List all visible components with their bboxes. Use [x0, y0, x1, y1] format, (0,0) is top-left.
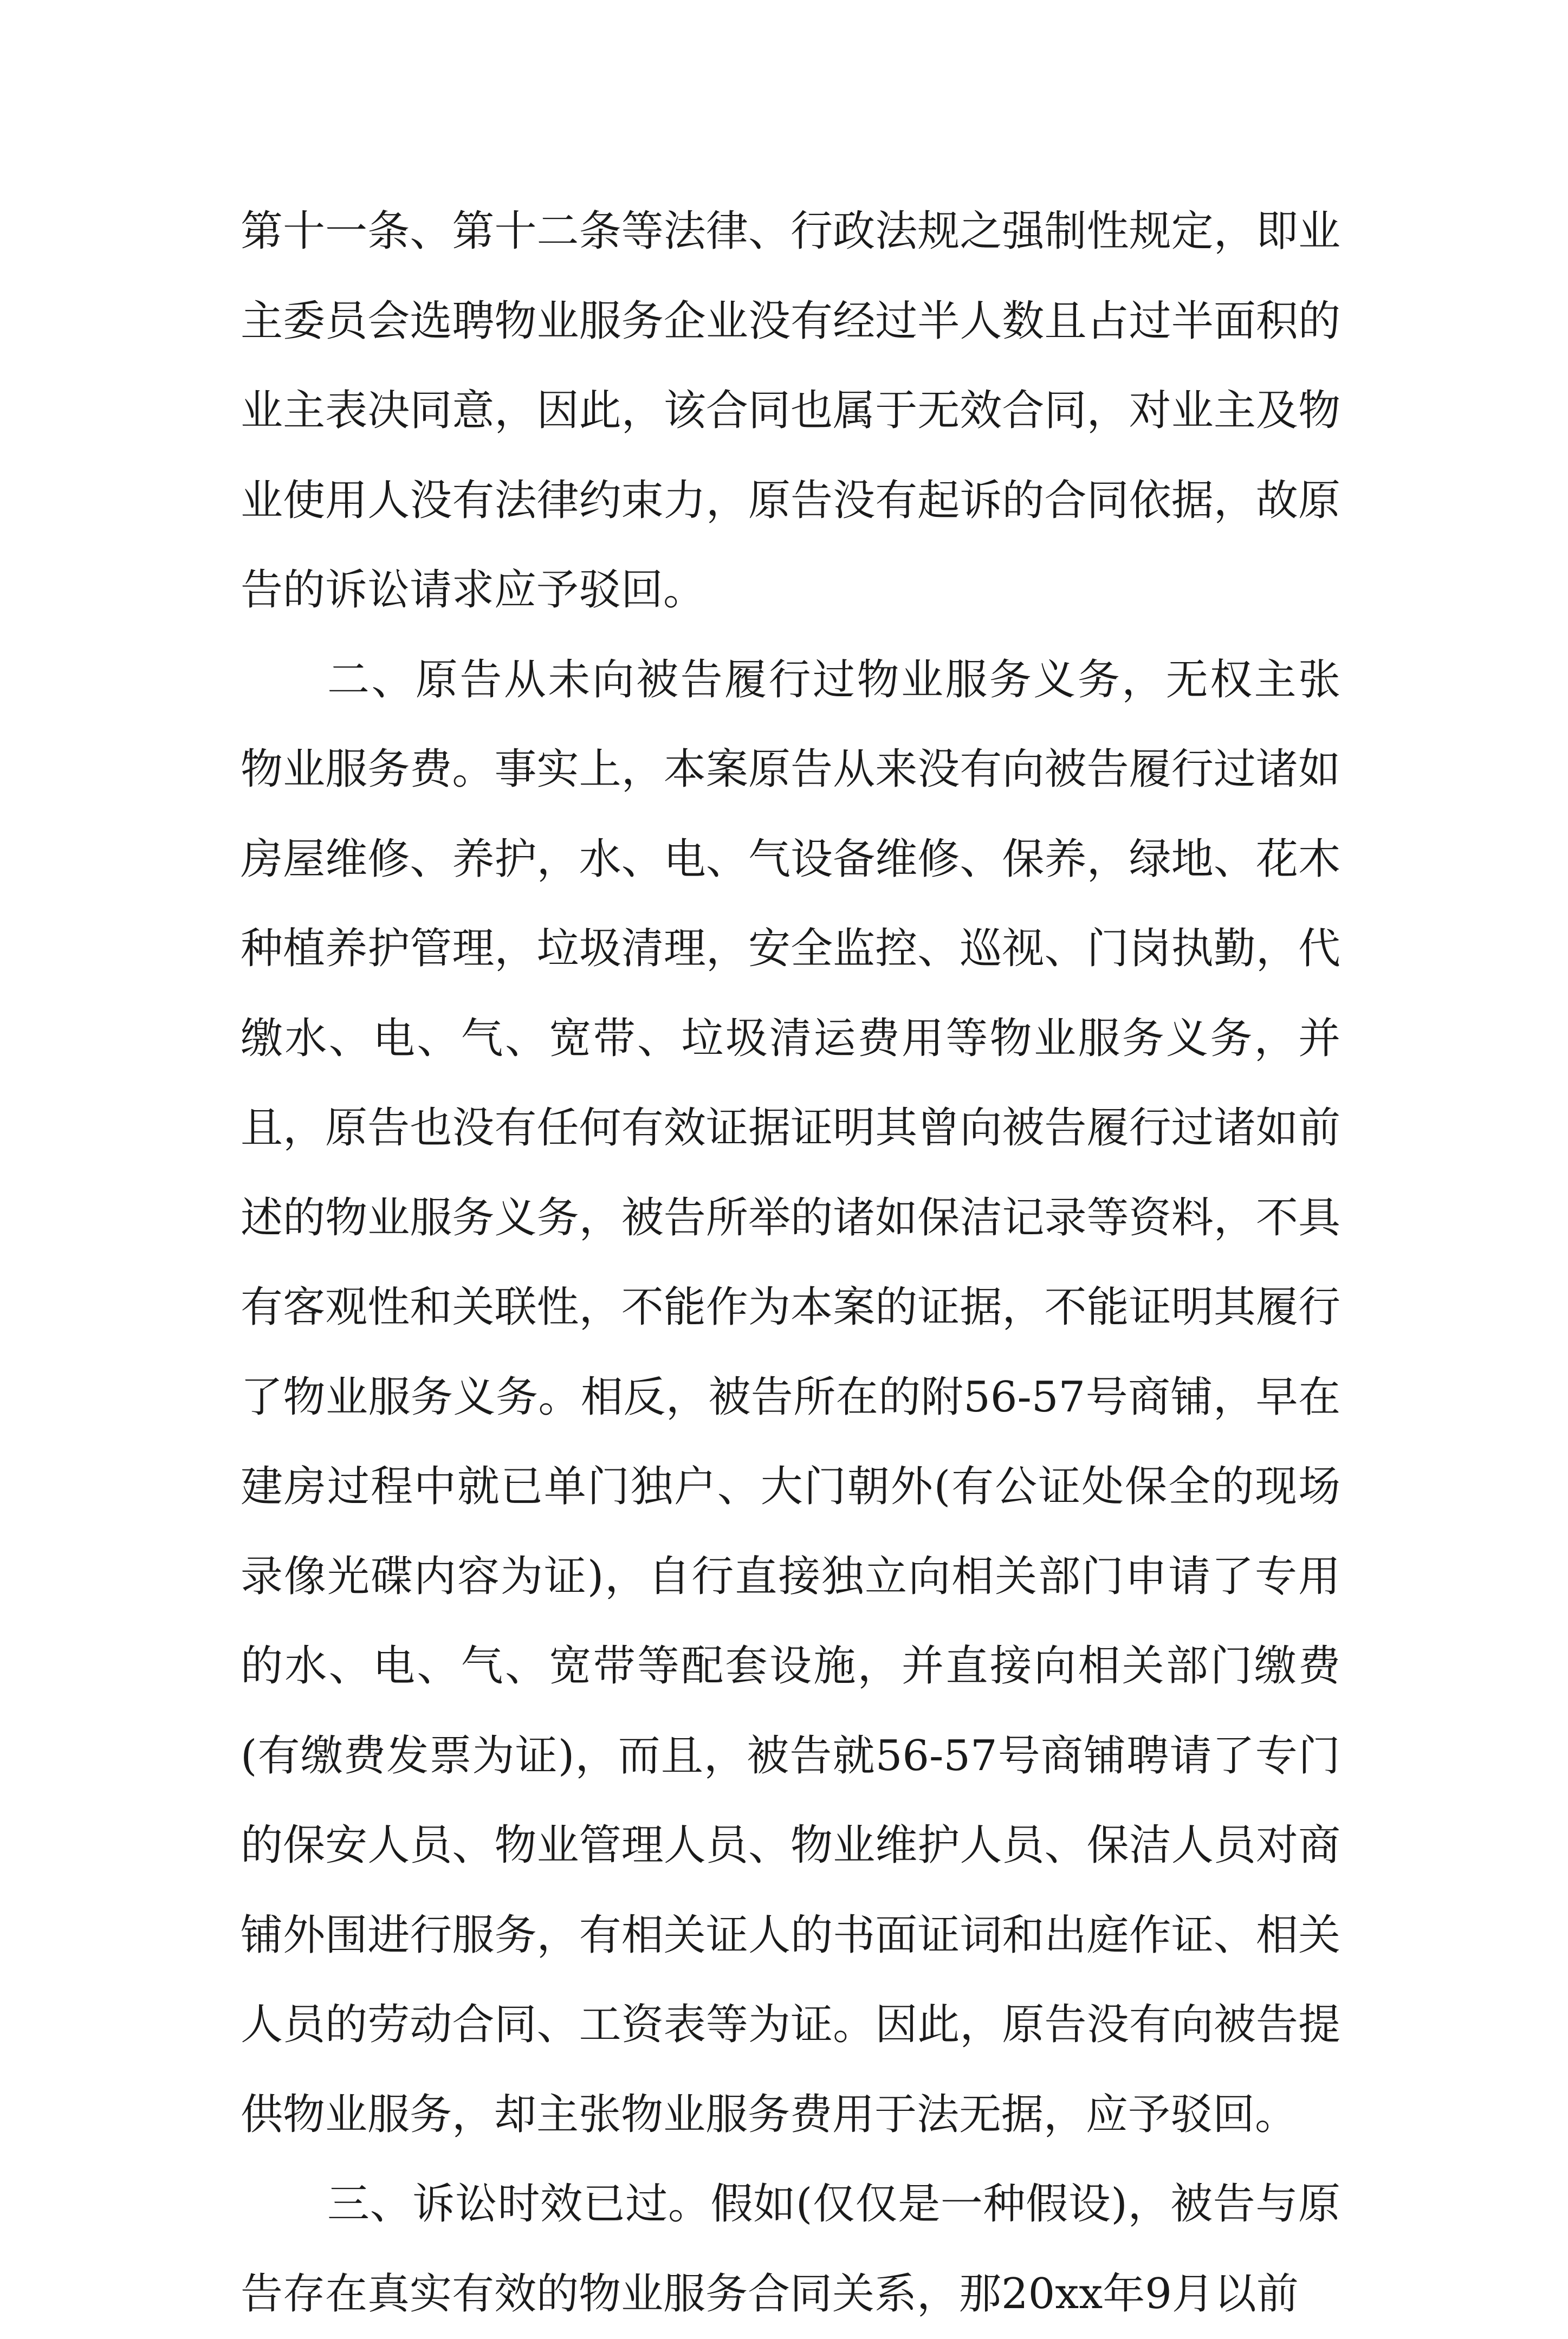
- paragraph-1: 第十一条、第十二条等法律、行政法规之强制性规定，即业主委员会选聘物业服务企业没有经过半人数且占过半面积的业主表决同意，因此，该合同也属于无效合同，对业主及物业使用人没有法律约束力，原告没有起诉的合同依据，故原告的诉讼请求应予驳回。: [241, 207, 1340, 614]
- document-body: [241, 187, 1340, 2339]
- paragraph-2: 二、原告从未向被告履行过物业服务义务，无权主张物业服务费。事实上，本案原告从来没有向被告履行过诸如房屋维修、养护，水、电、气设备维修、保养，绿地、花木种植养护管理，垃圾清理，安全监控、巡视、门岗执勤，代缴水、电、气、宽带、垃圾清运费用等物业服务义务，并且，原告也没有任何有效证据证明其曾向被告履行过诸如前述的物业服务义务，被告所举的诸如保洁记录等资料，不具有客观性和关联性，不能作为本案的证据，不能证明其履行了物业服务义务。相反，被告所在的附56-57号商铺，早在建房过程中就已单门独户、大门朝外(有公证处保全的现场录像光碟内容为证)，自行直接独立向相关部门申请了专用的水、电、气、宽带等配套设施，并直接向相关部门缴费(有缴费发票为证)，而且，被告就56-57号商铺聘请了专门的保安人员、物业管理人员、物业维护人员、保洁人员对商铺外围进行服务，有相关证人的书面证词和出庭作证、相关人员的劳动合同、工资表等为证。因此，原告没有向被告提供物业服务，却主张物业服务费用于法无据，应予驳回。: [241, 655, 1340, 2139]
- paragraph-3: 三、诉讼时效已过。假如(仅仅是一种假设)，被告与原告存在真实有效的物业服务合同关系，那20xx年9月以前: [241, 2180, 1340, 2318]
